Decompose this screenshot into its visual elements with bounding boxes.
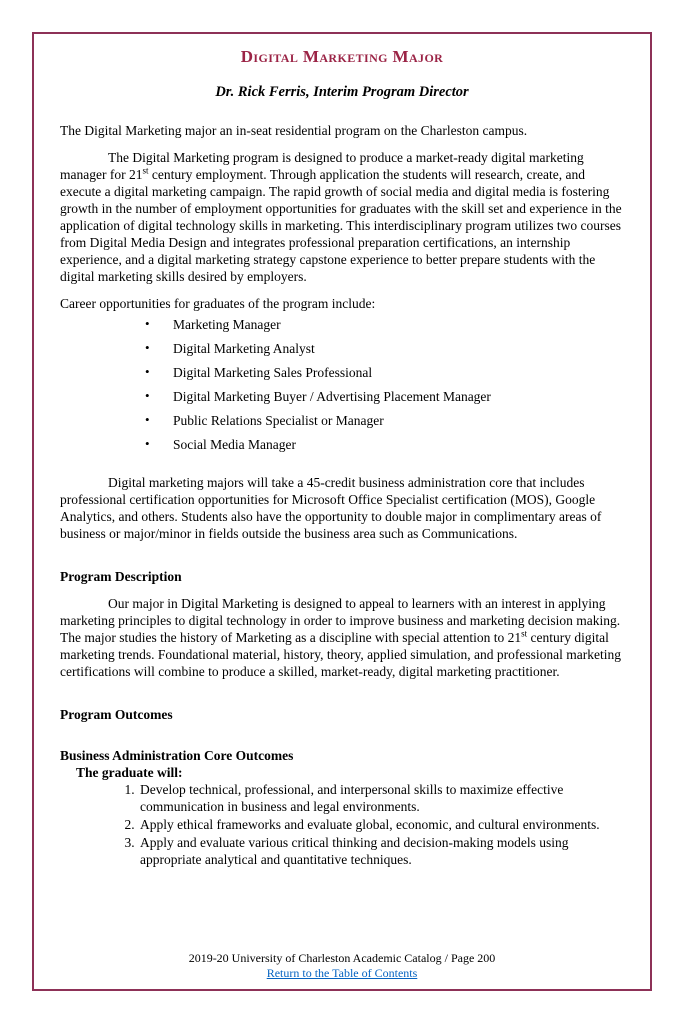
careers-lead: Career opportunities for graduates of the program include: [60, 295, 376, 311]
career-list [60, 316, 624, 460]
list-item: • Marketing Manager [60, 316, 624, 333]
list-item: 1. Develop technical, professional, and interpersonal skills to maximize effective communication in business and legal environments. [138, 781, 624, 815]
program-director-subtitle: Dr. Rick Ferris, Interim Program Director [215, 84, 469, 101]
intro-paragraph: The Digital Marketing major an in-seat residential program on the Charleston campus. [60, 122, 528, 138]
program-description-heading: Program Description [60, 568, 182, 584]
list-item: • Digital Marketing Sales Professional [60, 364, 624, 381]
overview-text-2: century employment. Through application the students will research, create, and execute a digital marketing campaign. The rapid growth of social media and digital media is fostering growth in the number of employment opportunities for graduates with the skill set and experience in the application of digital technology skills in marketing. This interdisciplinary program utilizes two courses from Digital Media Design and integrates professional preparation certifications, an internship experience, and a digital marketing strategy capstone experience to better prepare students with the digital marketing skills desired by employers. [60, 166, 622, 284]
list-item: • Public Relations Specialist or Manager [60, 412, 624, 429]
list-item: • Social Media Manager [60, 436, 624, 453]
program-outcomes-heading: Program Outcomes [60, 706, 173, 722]
catalog-page-line: 2019-20 University of Charleston Academic Catalog / Page 200 [188, 951, 496, 965]
ordinal-superscript: st [521, 628, 528, 639]
list-item: 2. Apply ethical frameworks and evaluate global, economic, and cultural environments. [138, 816, 624, 833]
page-border [32, 32, 652, 991]
page-title: Digital Marketing Major [240, 47, 444, 66]
description-text-1: Our major in Digital Marketing is designed to appeal to learners with an interest in applying marketing principles to digital technology in order to improve business and marketing decision making. The major studies the history of Marketing as a discipline with special attention to 21 [60, 595, 621, 645]
core-paragraph: Digital marketing majors will take a 45-credit business administration core that includes professional certification opportunities for Microsoft Office Specialist certification (MOS), Google Analytics, and others. Students also have the opportunity to double major in complimentary areas of business or major/minor in fields outside the business area such as Communications. [60, 474, 602, 541]
page-footer [60, 951, 624, 983]
description-text-2: century digital marketing trends. Foundational material, history, theory, applied simulation, and professional marketing certifications will combine to produce a skilled, market-ready, digital marketing practitioner. [60, 629, 621, 679]
ordinal-superscript: st [142, 165, 149, 176]
list-item: 3. Apply and evaluate various critical thinking and decision-making models using appropriate analytical and quantitative techniques. [138, 834, 624, 868]
overview-paragraph [60, 149, 624, 285]
list-item: • Digital Marketing Analyst [60, 340, 624, 357]
overview-text-1: The Digital Marketing program is designed to produce a market-ready digital marketing manager for 21 [60, 149, 584, 182]
graduate-will-lead: The graduate will: [76, 764, 183, 780]
program-description-paragraph [60, 595, 624, 680]
document-content [34, 34, 650, 989]
core-outcomes-subheading: Business Administration Core Outcomes [60, 747, 294, 763]
outcomes-list [122, 781, 624, 869]
table-of-contents-link[interactable]: Return to the Table of Contents [266, 966, 418, 980]
list-item: • Digital Marketing Buyer / Advertising Placement Manager [60, 388, 624, 405]
